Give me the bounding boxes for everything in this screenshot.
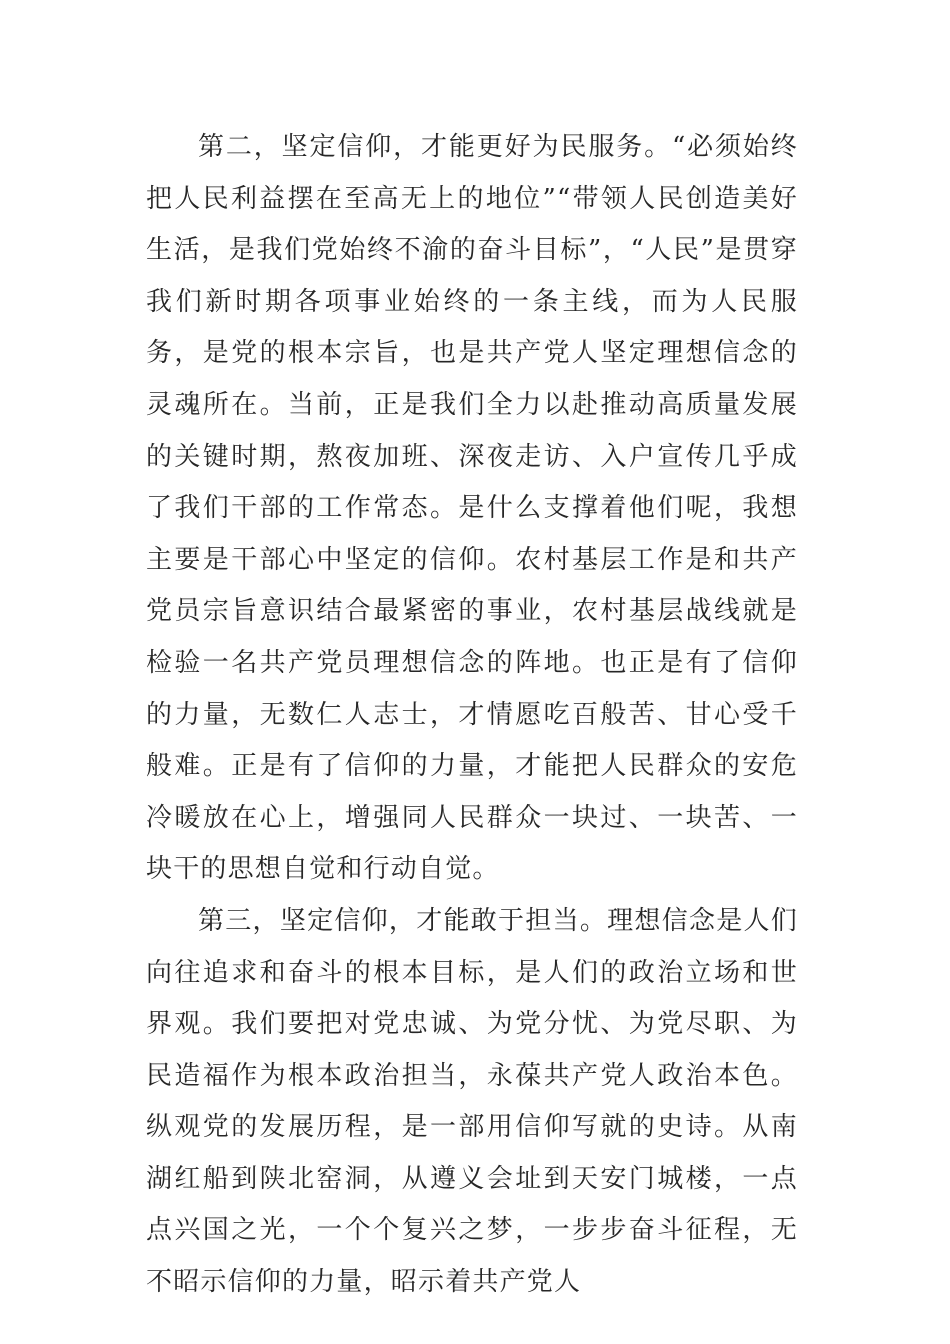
paragraph-second-point: 第二，坚定信仰，才能更好为民服务。“必须始终把人民利益摆在至高无上的地位”“带领人民创造美好生活，是我们党始终不渝的奋斗目标”，“人民”是贯穿我们新时期各项事业始终的一条主线，而为人民服务，是党的根本宗旨，也是共产党人坚定理想信念的灵魂所在。当前，正是我们全力以赴推动高质量发展的关键时期，熬夜加班、深夜走访、入户宣传几乎成了我们干部的工作常态。是什么支撑着他们呢，我想主要是干部心中坚定的信仰。农村基层工作是和共产党员宗旨意识结合最紧密的事业，农村基层战线就是检验一名共产党员理想信念的阵地。也正是有了信仰的力量，无数仁人志士，才情愿吃百般苦、甘心受千般难。正是有了信仰的力量，才能把人民群众的安危冷暖放在心上，增强同人民群众一块过、一块苦、一块干的思想自觉和行动自觉。 — [146, 132, 798, 885]
document-body — [146, 122, 798, 1309]
paragraph-third-point: 第三，坚定信仰，才能敢于担当。理想信念是人们向往追求和奋斗的根本目标，是人们的政治立场和世界观。我们要把对党忠诚、为党分忧、为党尽职、为民造福作为根本政治担当，永葆共产党人政治本色。纵观党的发展历程，是一部用信仰写就的史诗。从南湖红船到陕北窑洞，从遵义会址到天安门城楼，一点点兴国之光，一个个复兴之梦，一步步奋斗征程，无不昭示信仰的力量，昭示着共产党人 — [146, 905, 798, 1298]
